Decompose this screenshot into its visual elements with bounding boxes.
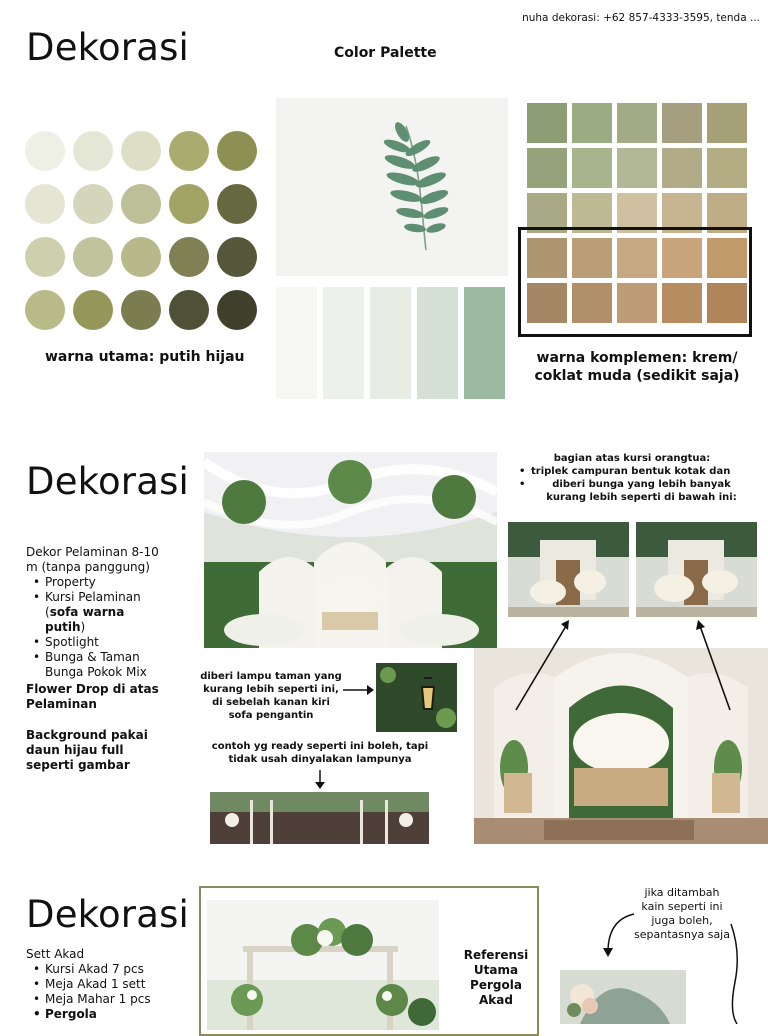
flower-drop-text: Flower Drop di atas Pelaminan bbox=[26, 682, 159, 711]
item-meja-akad: • Meja Akad 1 sett bbox=[26, 977, 186, 992]
color-strip bbox=[417, 287, 458, 399]
item-pergola: • Pergola bbox=[26, 1007, 186, 1022]
color-dot bbox=[217, 237, 257, 277]
kursi-note-2: • diberi bunga yang lebih banyak kurang lebih seperti di bawah ini: bbox=[512, 478, 752, 504]
background-text: Background pakai daun hijau full seperti gambar bbox=[26, 728, 148, 772]
item-kursi-text: Kursi Pelaminan bbox=[45, 590, 141, 604]
color-dot bbox=[25, 184, 65, 224]
color-strip bbox=[323, 287, 364, 399]
contoh-note: contoh yg ready seperti ini boleh, tapi tidak usah dinyalakan lampunya bbox=[211, 741, 429, 765]
main-color-caption: warna utama: putih hijau bbox=[45, 349, 245, 365]
color-dot bbox=[217, 131, 257, 171]
section2-title: Dekorasi bbox=[26, 460, 190, 503]
lampu-note: diberi lampu taman yang kurang lebih seperti ini, di sebelah kanan kiri sofa pengantin bbox=[200, 671, 342, 721]
akad-list bbox=[26, 947, 186, 1022]
pelaminan-list bbox=[26, 545, 166, 680]
palette-heading: Color Palette bbox=[334, 45, 437, 61]
color-dot bbox=[217, 184, 257, 224]
item-kursi-bold: sofa warna putih bbox=[45, 605, 125, 634]
stage-photo bbox=[204, 452, 497, 648]
complement-caption-line1: warna komplemen: krem/ bbox=[536, 350, 738, 366]
color-dot bbox=[25, 237, 65, 277]
contact-info: nuha dekorasi: +62 857-4333-3595, tenda ... bbox=[522, 12, 760, 24]
referensi-text: Referensi Utama Pergola Akad bbox=[463, 948, 529, 1007]
item-bunga: • Bunga & Taman Bunga Pokok Mix bbox=[26, 650, 166, 680]
complement-caption bbox=[522, 349, 752, 385]
item-meja-mahar: • Meja Mahar 1 pcs bbox=[26, 992, 186, 1007]
kain-note: jika ditambah kain seperti ini juga boleh, sepantasnya saja bbox=[634, 886, 730, 941]
color-dot bbox=[73, 184, 113, 224]
arrow-right-icon bbox=[343, 684, 375, 696]
kain-photo bbox=[560, 970, 686, 1024]
fern-leaf-icon bbox=[276, 98, 508, 276]
lantern-photo bbox=[376, 663, 457, 732]
arrow-down-icon bbox=[314, 770, 326, 790]
section1-title: Dekorasi bbox=[26, 26, 190, 69]
color-swatch bbox=[662, 103, 702, 143]
color-swatch bbox=[572, 103, 612, 143]
pergola-frame bbox=[199, 886, 539, 1036]
section3-title: Dekorasi bbox=[26, 893, 190, 936]
paren-close: ) bbox=[80, 620, 86, 634]
color-strip bbox=[464, 287, 505, 399]
color-dot bbox=[25, 131, 65, 171]
sett-akad: Sett Akad bbox=[26, 947, 85, 961]
item-spotlight: • Spotlight bbox=[26, 635, 166, 650]
color-dot bbox=[25, 290, 65, 330]
arrow-up-right-icon bbox=[512, 618, 572, 713]
kursi-note-1: • triplek campuran bentuk kotak dan bbox=[512, 465, 752, 478]
arrow-curve-down-icon bbox=[598, 910, 638, 958]
kursi-orangtua-note bbox=[512, 452, 752, 504]
color-dot bbox=[169, 290, 209, 330]
color-swatch bbox=[707, 103, 747, 143]
color-swatch bbox=[662, 148, 702, 188]
paren-open: ( bbox=[45, 605, 50, 619]
color-dot bbox=[169, 184, 209, 224]
color-swatch bbox=[527, 103, 567, 143]
garden-lights-photo bbox=[210, 792, 429, 844]
color-swatch bbox=[527, 148, 567, 188]
pergola-photo bbox=[207, 900, 439, 1030]
color-strip bbox=[276, 287, 317, 399]
bracket-line-icon bbox=[725, 922, 745, 1024]
color-swatch bbox=[617, 103, 657, 143]
color-swatch bbox=[572, 148, 612, 188]
leaf-photo bbox=[276, 98, 508, 276]
color-dot bbox=[121, 184, 161, 224]
color-dot bbox=[121, 290, 161, 330]
color-dot bbox=[169, 131, 209, 171]
complement-caption-line2: coklat muda (sedikit saja) bbox=[534, 368, 740, 384]
pelaminan-intro: Dekor Pelaminan 8-10 m (tanpa panggung) bbox=[26, 545, 159, 574]
color-strip bbox=[370, 287, 411, 399]
color-swatch bbox=[617, 148, 657, 188]
complement-highlight-box bbox=[518, 227, 752, 337]
color-dot bbox=[121, 131, 161, 171]
color-swatch bbox=[707, 148, 747, 188]
item-kursi bbox=[26, 590, 166, 635]
color-dot bbox=[73, 131, 113, 171]
chair-photo-2 bbox=[636, 522, 757, 617]
item-kursi-akad: • Kursi Akad 7 pcs bbox=[26, 962, 186, 977]
item-property: • Property bbox=[26, 575, 166, 590]
kursi-note-title: bagian atas kursi orangtua: bbox=[553, 453, 711, 464]
color-dot bbox=[169, 237, 209, 277]
arrow-up-left-icon bbox=[694, 618, 734, 713]
color-dot bbox=[73, 290, 113, 330]
chair-photo-1 bbox=[508, 522, 629, 617]
color-dot bbox=[73, 237, 113, 277]
color-dot bbox=[121, 237, 161, 277]
color-dot bbox=[217, 290, 257, 330]
